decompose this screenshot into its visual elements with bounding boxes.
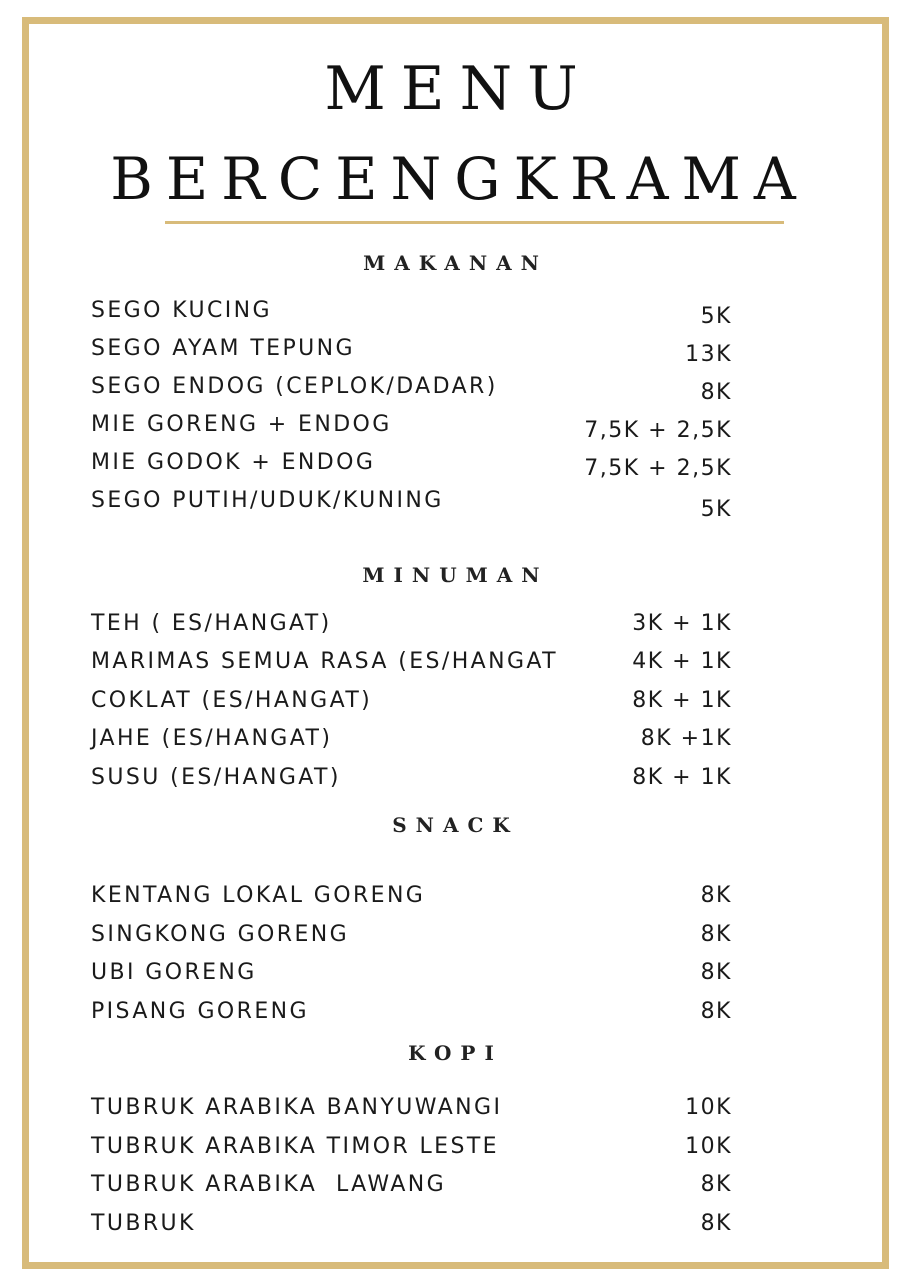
item-name: KENTANG LOKAL GORENG bbox=[91, 883, 426, 908]
section-heading-snack: SNACK bbox=[392, 813, 519, 837]
item-name: SEGO PUTIH/UDUK/KUNING bbox=[91, 488, 444, 513]
item-name: MIE GODOK + ENDOG bbox=[91, 450, 376, 475]
menu-item-kopi bbox=[91, 1211, 732, 1241]
menu-item-makanan bbox=[91, 488, 732, 522]
item-name: TUBRUK ARABIKA BANYUWANGI bbox=[91, 1095, 503, 1120]
section-heading-kopi: KOPI bbox=[408, 1041, 503, 1065]
item-name: SINGKONG GORENG bbox=[91, 922, 350, 947]
item-price: 5K bbox=[700, 304, 732, 329]
item-name: TUBRUK ARABIKA LAWANG bbox=[91, 1172, 447, 1197]
item-price: 4K + 1K bbox=[632, 649, 732, 674]
item-price: 8K bbox=[700, 999, 732, 1024]
menu-item-makanan bbox=[91, 450, 732, 480]
item-price: 8K bbox=[700, 883, 732, 908]
item-price: 10K bbox=[685, 1095, 732, 1120]
menu-item-kopi bbox=[91, 1134, 732, 1164]
title-underline-divider bbox=[165, 221, 784, 224]
section-heading-makanan: MAKANAN bbox=[363, 251, 548, 275]
menu-item-makanan bbox=[91, 336, 732, 366]
menu-item-makanan bbox=[91, 298, 732, 328]
menu-item-kopi bbox=[91, 1172, 732, 1202]
item-name: SUSU (ES/HANGAT) bbox=[91, 765, 341, 790]
item-price: 7,5K + 2,5K bbox=[584, 456, 732, 481]
menu-item-makanan bbox=[91, 374, 732, 404]
item-price: 7,5K + 2,5K bbox=[584, 418, 732, 443]
item-name: SEGO KUCING bbox=[91, 298, 272, 323]
item-name: SEGO AYAM TEPUNG bbox=[91, 336, 355, 361]
item-name: PISANG GORENG bbox=[91, 999, 309, 1024]
item-price: 8K bbox=[700, 1172, 732, 1197]
item-price: 8K bbox=[700, 960, 732, 985]
menu-item-snack bbox=[91, 883, 732, 913]
menu-title-line-1: MENU bbox=[324, 54, 593, 124]
menu-item-snack bbox=[91, 999, 732, 1029]
menu-item-minuman bbox=[91, 688, 732, 718]
item-price: 8K + 1K bbox=[632, 765, 732, 790]
item-name: MIE GORENG + ENDOG bbox=[91, 412, 392, 437]
item-name: MARIMAS SEMUA RASA (ES/HANGAT bbox=[91, 649, 558, 674]
item-name: TEH ( ES/HANGAT) bbox=[91, 611, 332, 636]
item-name: JAHE (ES/HANGAT) bbox=[91, 726, 333, 751]
item-price: 5K bbox=[700, 497, 732, 522]
item-price: 8K bbox=[700, 380, 732, 405]
item-name: TUBRUK ARABIKA TIMOR LESTE bbox=[91, 1134, 499, 1159]
menu-item-minuman bbox=[91, 649, 732, 679]
menu-item-minuman bbox=[91, 726, 732, 756]
item-price: 3K + 1K bbox=[632, 611, 732, 636]
item-name: UBI GORENG bbox=[91, 960, 257, 985]
item-price: 10K bbox=[685, 1134, 732, 1159]
item-name: SEGO ENDOG (CEPLOK/DADAR) bbox=[91, 374, 498, 399]
menu-item-makanan bbox=[91, 412, 732, 442]
item-price: 8K bbox=[700, 1211, 732, 1236]
section-heading-minuman: MINUMAN bbox=[362, 563, 549, 587]
menu-item-snack bbox=[91, 960, 732, 990]
menu-item-kopi bbox=[91, 1095, 732, 1125]
item-name: TUBRUK bbox=[91, 1211, 196, 1236]
menu-title-line-2: BERCENGKRAMA bbox=[110, 145, 809, 213]
item-price: 8K bbox=[700, 922, 732, 947]
menu-item-snack bbox=[91, 922, 732, 952]
item-price: 8K + 1K bbox=[632, 688, 732, 713]
item-price: 8K +1K bbox=[640, 726, 732, 751]
item-name: COKLAT (ES/HANGAT) bbox=[91, 688, 373, 713]
menu-item-minuman bbox=[91, 765, 732, 795]
menu-item-minuman bbox=[91, 611, 732, 641]
item-price: 13K bbox=[685, 342, 732, 367]
